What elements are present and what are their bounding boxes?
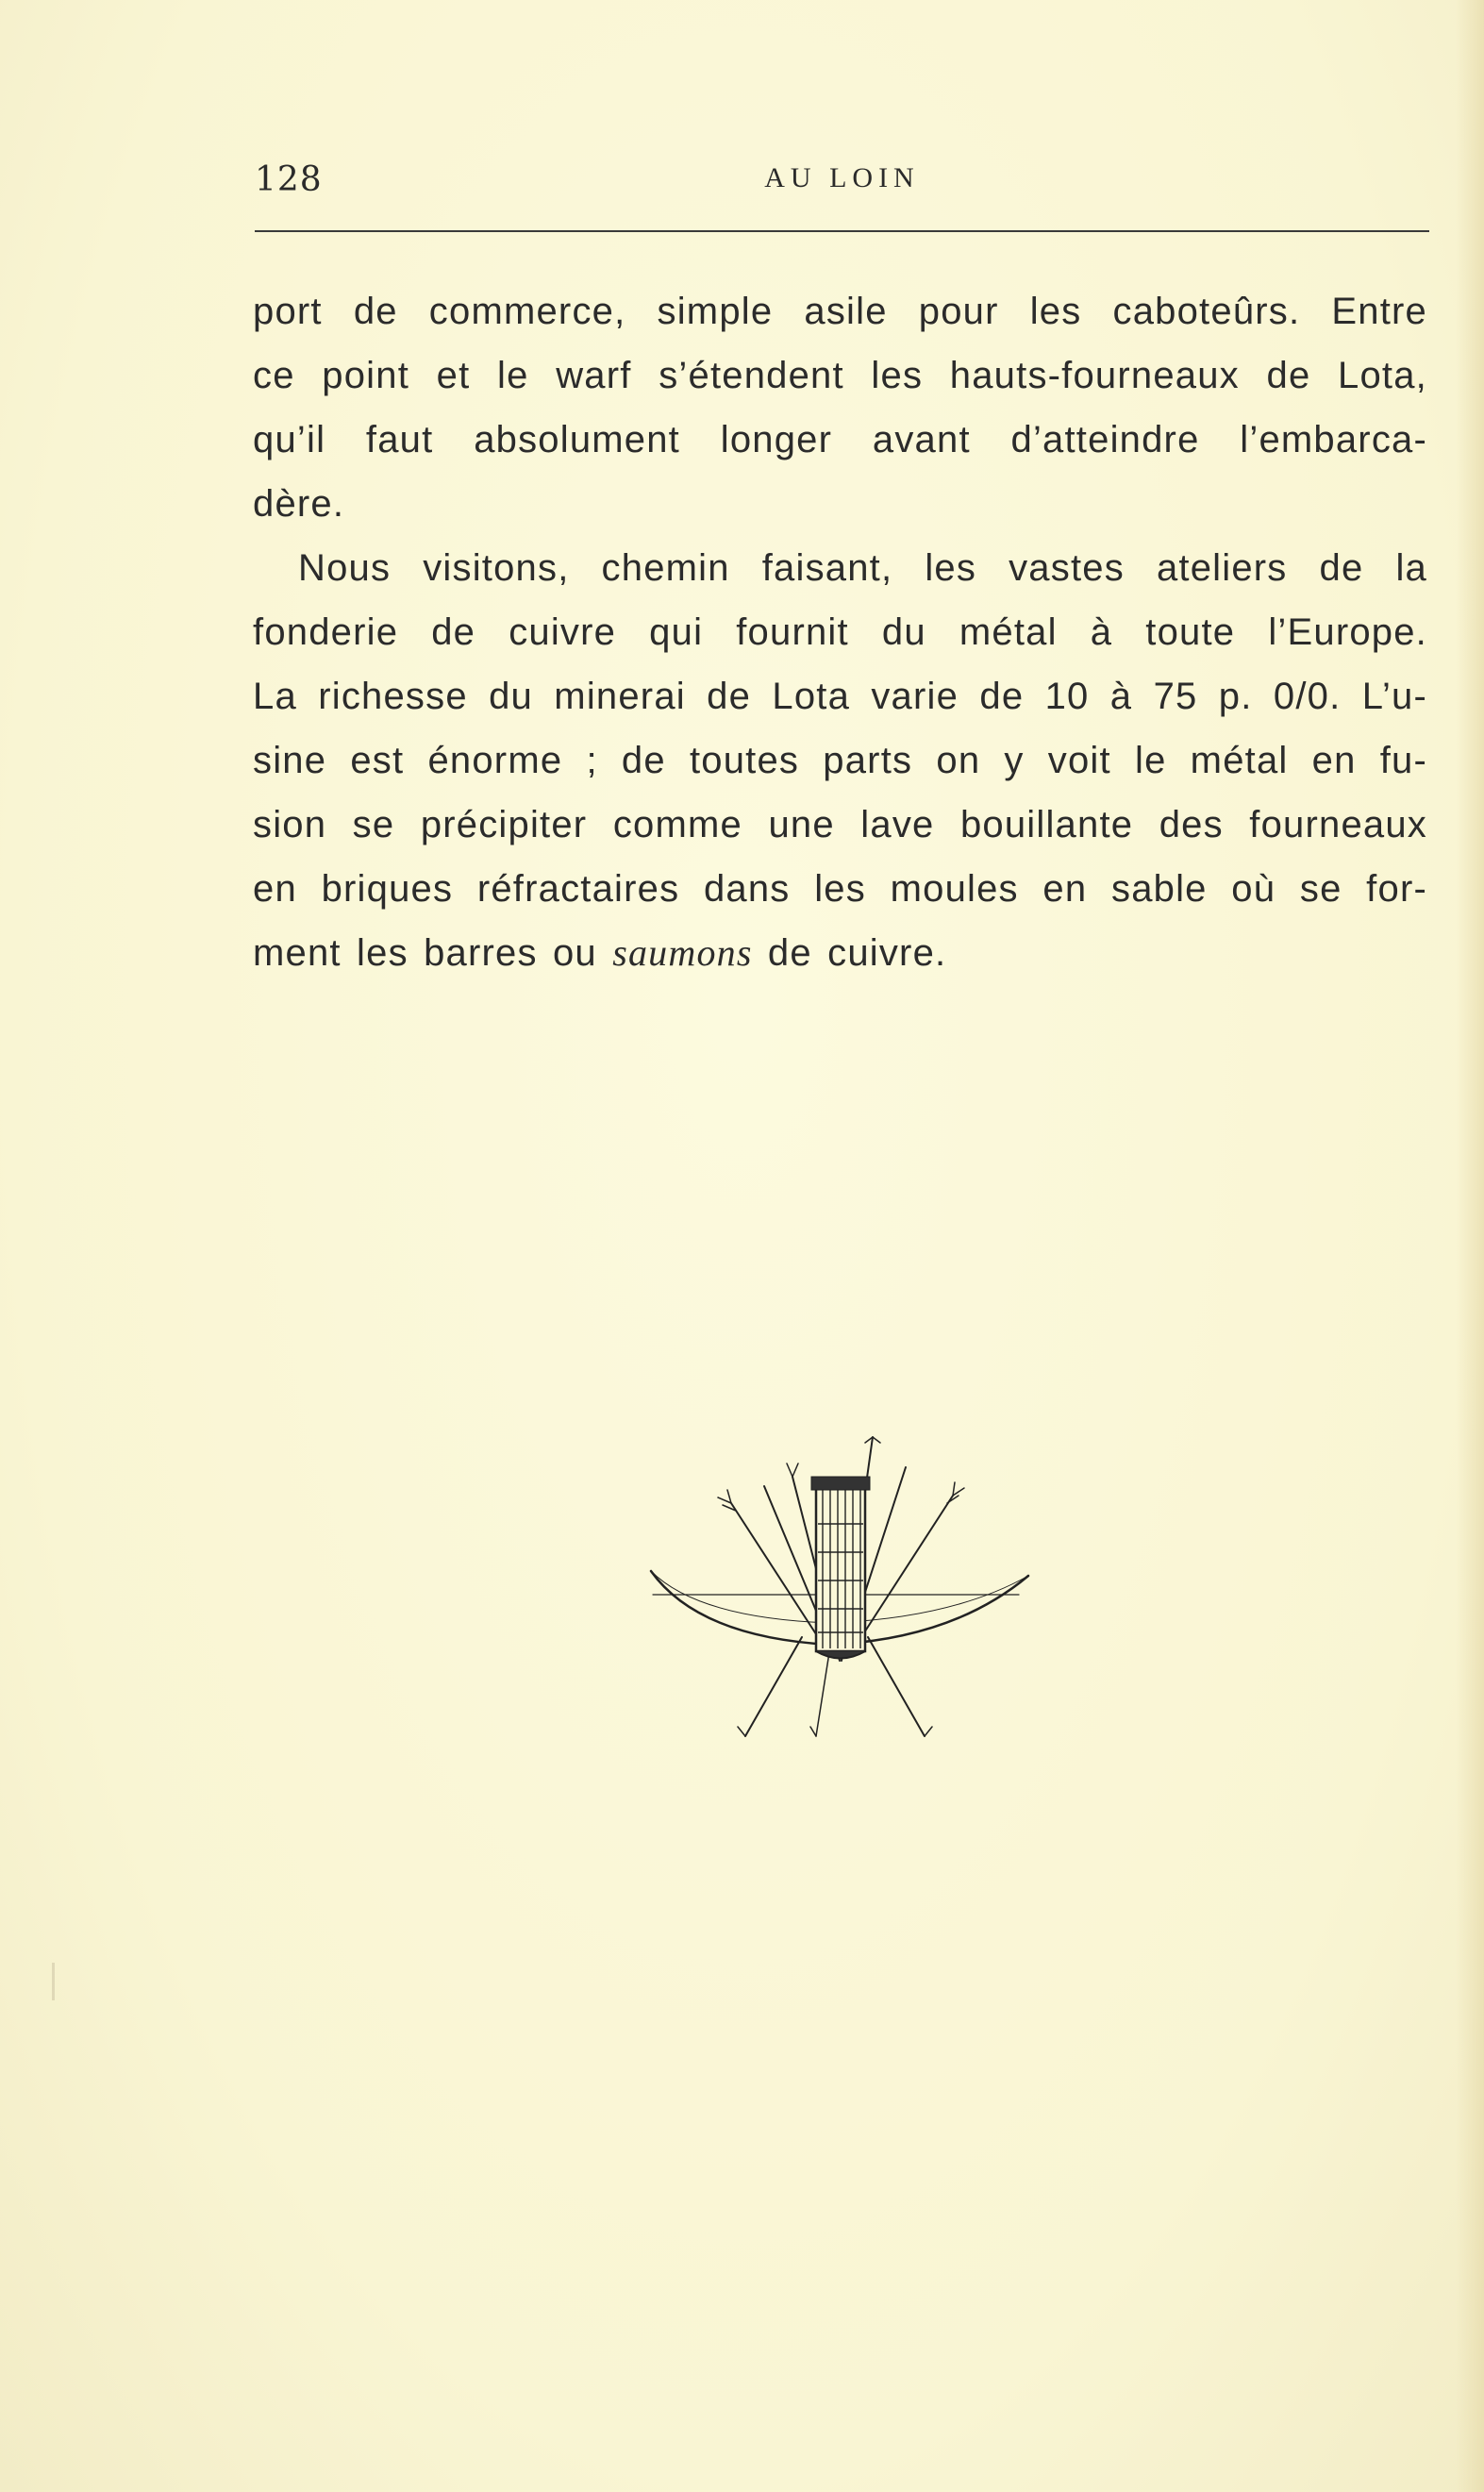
text-line: ce point et le warf s’étendent les hauts-fourneaux de Lota, — [253, 355, 1427, 396]
text-fragment: ment les barres ou — [253, 932, 613, 974]
text-fragment: de cuivre. — [752, 932, 947, 974]
text-line-last — [253, 921, 1427, 985]
body-text — [253, 279, 1427, 985]
text-line: Nous visitons, chemin faisant, les vastes ateliers de la — [298, 547, 1427, 589]
paragraph-1 — [253, 279, 1427, 536]
text-line: port de commerce, simple asile pour les caboteûrs. Entre — [253, 291, 1427, 332]
paragraph-2 — [253, 536, 1427, 985]
running-title: AU LOIN — [764, 162, 920, 193]
text-line: en briques réfractaires dans les moules en sable où se for- — [253, 868, 1427, 910]
running-head — [255, 151, 1429, 208]
text-line: sine est énorme ; de toutes parts on y voit le métal en fu- — [253, 740, 1427, 781]
text-line: qu’il faut absolument longer avant d’atteindre l’embarca- — [253, 419, 1427, 460]
header-rule — [255, 230, 1429, 232]
quiver-arrows-bow-icon — [642, 1430, 1038, 1741]
text-line: La richesse du minerai de Lota varie de 10 à 75 p. 0/0. L’u- — [253, 676, 1427, 717]
text-line: dère. — [253, 483, 345, 525]
page-edge-shade — [1456, 0, 1484, 2492]
text-line: sion se précipiter comme une lave bouillante des fourneaux — [253, 804, 1427, 845]
page-number: 128 — [255, 160, 323, 199]
paper-mark — [52, 1963, 55, 2000]
text-line: fonderie de cuivre qui fournit du métal à toute l’Europe. — [253, 611, 1427, 653]
italic-term: saumons — [612, 931, 753, 974]
